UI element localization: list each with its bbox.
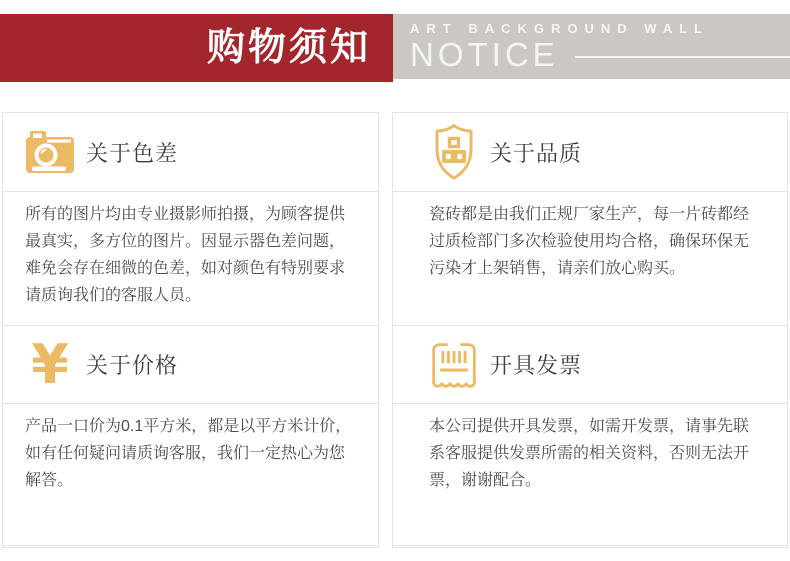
section-heading: 关于品质 — [490, 140, 583, 166]
banner-gray-block — [393, 14, 790, 79]
notice-column-left — [2, 112, 379, 548]
banner-notice-row — [410, 37, 790, 73]
section-invoice-body: 本公司提供开具发票，如需开发票，请事先联系客服提供发票所需的相关资料，否则无法开票，谢谢配合。 — [393, 404, 787, 546]
section-quality-body: 瓷砖都是由我们正规厂家生产，每一片砖都经过质检部门多次检验使用均合格，确保环保无污染才上架销售，请亲们放心购买。 — [393, 192, 787, 326]
section-quality-header — [393, 113, 787, 192]
shield-icon — [429, 122, 479, 182]
section-price-body: 产品一口价为0.1平方米，都是以平方米计价，如有任何疑问请质询客服，我们一定热心为您解答。 — [3, 404, 378, 546]
section-heading: 关于价格 — [86, 353, 179, 378]
yen-icon: ¥ — [31, 332, 69, 396]
banner-subtitle: ART BACKGROUND WALL — [410, 21, 710, 36]
receipt-icon — [429, 335, 479, 395]
page-title: 购物须知 — [206, 27, 371, 69]
notice-underline — [575, 56, 790, 58]
camera-icon — [25, 122, 75, 182]
banner-red-block — [0, 14, 393, 82]
notice-column-right — [392, 112, 788, 548]
section-heading: 关于色差 — [86, 140, 179, 166]
section-color-difference-body: 所有的图片均由专业摄影师拍摄，为顾客提供最真实，多方位的图片。因显示器色差问题，难免会存在细微的色差，如对颜色有特别要求请质询我们的客服人员。 — [3, 192, 378, 326]
section-heading: 开具发票 — [490, 353, 583, 378]
section-color-difference-header — [3, 113, 378, 192]
banner-notice-text: NOTICE — [410, 36, 559, 73]
section-invoice-header — [393, 326, 787, 404]
section-price-header — [3, 326, 378, 404]
